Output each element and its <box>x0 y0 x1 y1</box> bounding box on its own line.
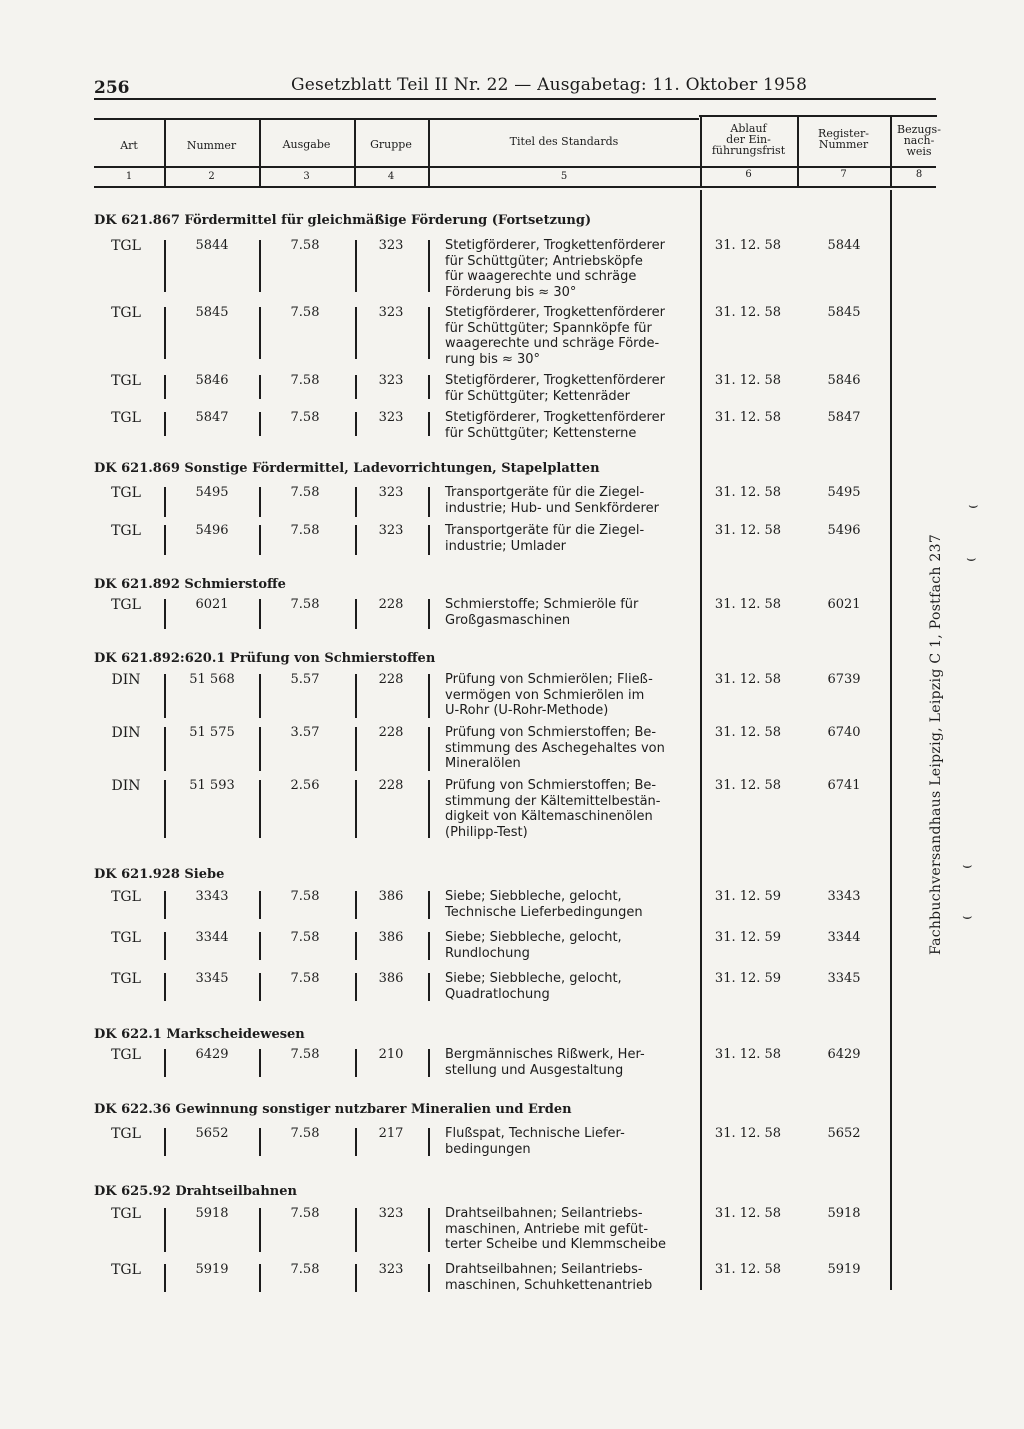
column-divider <box>164 375 166 399</box>
cell-titel <box>445 1262 700 1293</box>
cell-titel <box>445 597 700 628</box>
cell-gruppe: 210 <box>378 1047 404 1062</box>
cell-ablauf: 31. 12. 58 <box>714 305 782 320</box>
cell-nummer: 6429 <box>195 1047 229 1062</box>
cell-art: TGL <box>111 410 141 426</box>
cell-ausgabe: 7.58 <box>290 889 320 904</box>
cell-titel <box>445 971 700 1002</box>
titel-line: stimmung der Kältemittelbestän- <box>445 793 661 809</box>
cell-gruppe: 386 <box>378 930 404 945</box>
cell-ablauf: 31. 12. 59 <box>714 930 782 945</box>
col-header-bezug: Bezugs- nach- weis <box>897 123 941 158</box>
column-divider <box>164 240 166 292</box>
cell-register: 5846 <box>827 373 861 388</box>
titel-line: terter Scheibe und Klemmscheibe <box>445 1237 666 1252</box>
column-divider <box>164 1128 166 1156</box>
cell-ausgabe: 7.58 <box>290 238 320 253</box>
column-divider <box>355 1208 357 1252</box>
column-divider <box>164 1264 166 1292</box>
section-heading: DK 621.869 Sonstige Fördermittel, Ladevorrichtungen, Stapelplatten <box>94 461 600 476</box>
column-divider <box>259 891 261 919</box>
column-divider <box>259 240 261 292</box>
column-divider <box>355 487 357 517</box>
column-divider <box>164 932 166 960</box>
cell-ausgabe: 7.58 <box>290 373 320 388</box>
cell-ausgabe: 7.58 <box>290 1262 320 1277</box>
cell-register: 5918 <box>827 1206 861 1221</box>
column-divider <box>355 1264 357 1292</box>
cell-ablauf: 31. 12. 58 <box>714 725 782 740</box>
cell-ablauf: 31. 12. 58 <box>714 238 782 253</box>
cell-titel <box>445 778 700 840</box>
titel-line: stellung und Ausgestaltung <box>445 1062 624 1078</box>
margin-mark: ⌣ <box>962 906 973 925</box>
column-divider <box>428 487 430 517</box>
cell-titel <box>445 410 700 441</box>
cell-ablauf: 31. 12. 58 <box>714 672 782 687</box>
cell-ausgabe: 3.57 <box>290 725 320 740</box>
column-divider <box>259 932 261 960</box>
column-divider <box>355 525 357 555</box>
cell-titel <box>445 373 700 404</box>
column-divider <box>355 1049 357 1077</box>
column-divider <box>428 412 430 436</box>
cell-register: 5496 <box>827 523 861 538</box>
cell-titel <box>445 1126 700 1157</box>
titel-line: Technische Lieferbedingungen <box>445 904 643 920</box>
col-header-register: Register- Nummer <box>818 127 869 151</box>
titel-line: rung bis ≈ 30° <box>445 351 541 367</box>
titel-line: Prüfung von Schmierölen; Fließ- <box>445 672 653 687</box>
cell-register: 5495 <box>827 485 861 500</box>
column-divider <box>259 375 261 399</box>
cell-ausgabe: 7.58 <box>290 1047 320 1062</box>
column-divider <box>259 412 261 436</box>
titel-line: Transportgeräte für die Ziegel- <box>445 485 645 500</box>
titel-line: Mineralölen <box>445 756 521 771</box>
col-header-ablauf: Ablauf der Ein- führungsfrist <box>711 122 786 157</box>
titel-line: für Schüttgüter; Kettensterne <box>445 425 637 441</box>
cell-ausgabe: 7.58 <box>290 930 320 945</box>
titel-line: Stetigförderer, Trogkettenförderer <box>445 410 665 425</box>
cell-register: 6740 <box>827 725 861 740</box>
cell-ablauf: 31. 12. 58 <box>714 485 782 500</box>
cell-ablauf: 31. 12. 58 <box>714 373 782 388</box>
cell-art: TGL <box>111 1126 141 1142</box>
titel-line: Prüfung von Schmierstoffen; Be- <box>445 725 657 740</box>
column-divider <box>164 487 166 517</box>
column-divider <box>355 1128 357 1156</box>
column-divider <box>428 240 430 292</box>
cell-nummer: 5845 <box>195 305 229 320</box>
cell-gruppe: 228 <box>378 597 404 612</box>
titel-line: Stetigförderer, Trogkettenförderer <box>445 373 665 388</box>
cell-gruppe: 323 <box>378 485 404 500</box>
cell-art: TGL <box>111 1262 141 1278</box>
cell-nummer: 5844 <box>195 238 229 253</box>
cell-nummer: 51 593 <box>189 778 235 793</box>
cell-art: TGL <box>111 373 141 389</box>
titel-line: maschinen, Antriebe mit gefüt- <box>445 1221 649 1237</box>
titel-line: (Philipp-Test) <box>445 824 528 840</box>
page-number: 256 <box>94 78 130 98</box>
cell-nummer: 51 575 <box>189 725 235 740</box>
column-divider <box>259 780 261 838</box>
titel-line: bedingungen <box>445 1141 531 1157</box>
column-divider <box>428 973 430 1001</box>
cell-ausgabe: 7.58 <box>290 971 320 986</box>
column-divider <box>164 891 166 919</box>
cell-register: 3343 <box>827 889 861 904</box>
cell-titel <box>445 725 700 772</box>
titel-line: industrie; Hub- und Senkförderer <box>445 500 659 516</box>
header-rule <box>94 98 936 100</box>
cell-ausgabe: 5.57 <box>290 672 320 687</box>
cell-nummer: 6021 <box>195 597 229 612</box>
column-divider <box>355 727 357 771</box>
cell-register: 5652 <box>827 1126 861 1141</box>
column-divider <box>428 599 430 629</box>
cell-nummer: 5847 <box>195 410 229 425</box>
cell-ablauf: 31. 12. 58 <box>714 523 782 538</box>
cell-gruppe: 323 <box>378 523 404 538</box>
column-divider <box>428 674 430 718</box>
cell-titel <box>445 930 700 961</box>
cell-ausgabe: 7.58 <box>290 597 320 612</box>
cell-ausgabe: 7.58 <box>290 1206 320 1221</box>
column-divider <box>428 375 430 399</box>
column-divider <box>259 525 261 555</box>
column-divider <box>259 599 261 629</box>
titel-line: U-Rohr (U-Rohr-Methode) <box>445 703 609 718</box>
cell-art: TGL <box>111 889 141 905</box>
cell-titel <box>445 672 700 719</box>
cell-ablauf: 31. 12. 58 <box>714 597 782 612</box>
cell-nummer: 3343 <box>195 889 229 904</box>
titel-line: vermögen von Schmierölen im <box>445 687 645 703</box>
cell-nummer: 5496 <box>195 523 229 538</box>
column-divider <box>259 1208 261 1252</box>
column-divider <box>259 487 261 517</box>
cell-gruppe: 323 <box>378 373 404 388</box>
cell-register: 6741 <box>827 778 861 793</box>
column-divider <box>164 307 166 359</box>
titel-line: für Schüttgüter; Spannköpfe für <box>445 320 652 336</box>
cell-ausgabe: 7.58 <box>290 1126 320 1141</box>
cell-art: DIN <box>111 725 141 741</box>
column-divider <box>428 1049 430 1077</box>
column-divider <box>355 307 357 359</box>
cell-art: TGL <box>111 523 141 539</box>
column-divider <box>164 727 166 771</box>
cell-register: 5847 <box>827 410 861 425</box>
column-divider <box>428 1208 430 1252</box>
titel-line: Drahtseilbahnen; Seilantriebs- <box>445 1206 643 1221</box>
cell-register: 6739 <box>827 672 861 687</box>
cell-ablauf: 31. 12. 58 <box>714 1262 782 1277</box>
cell-gruppe: 228 <box>378 672 404 687</box>
column-divider <box>355 240 357 292</box>
margin-mark: ⌣ <box>968 495 979 514</box>
titel-line: Stetigförderer, Trogkettenförderer <box>445 305 665 320</box>
cell-gruppe: 386 <box>378 971 404 986</box>
column-divider <box>428 1264 430 1292</box>
column-divider <box>164 1208 166 1252</box>
column-divider <box>428 780 430 838</box>
cell-ablauf: 31. 12. 58 <box>714 410 782 425</box>
cell-gruppe: 228 <box>378 778 404 793</box>
column-divider <box>164 525 166 555</box>
titel-line: Stetigförderer, Trogkettenförderer <box>445 238 665 253</box>
col-header-art: Art <box>120 139 138 152</box>
column-divider <box>164 780 166 838</box>
titel-line: Bergmännisches Rißwerk, Her- <box>445 1047 645 1062</box>
titel-line: Drahtseilbahnen; Seilantriebs- <box>445 1262 643 1277</box>
section-heading: DK 622.1 Markscheidewesen <box>94 1027 305 1042</box>
cell-art: DIN <box>111 672 141 688</box>
cell-gruppe: 323 <box>378 1206 404 1221</box>
cell-nummer: 3345 <box>195 971 229 986</box>
column-divider <box>355 932 357 960</box>
section-heading: DK 621.867 Fördermittel für gleichmäßige Förderung (Fortsetzung) <box>94 213 592 228</box>
running-header: Gesetzblatt Teil II Nr. 22 — Ausgabetag: 11. Oktober 1958 <box>291 75 808 95</box>
titel-line: Siebe; Siebbleche, gelocht, <box>445 930 622 945</box>
margin-mark: ⌣ <box>966 548 977 567</box>
column-divider <box>259 973 261 1001</box>
cell-gruppe: 323 <box>378 1262 404 1277</box>
cell-gruppe: 323 <box>378 238 404 253</box>
cell-art: TGL <box>111 305 141 321</box>
cell-art: TGL <box>111 485 141 501</box>
titel-line: Quadratlochung <box>445 986 550 1002</box>
rule-ablauf-left <box>700 190 702 1290</box>
cell-gruppe: 217 <box>378 1126 404 1141</box>
cell-ausgabe: 7.58 <box>290 410 320 425</box>
titel-line: Rundlochung <box>445 945 530 961</box>
cell-titel <box>445 238 700 300</box>
cell-art: TGL <box>111 597 141 613</box>
column-divider <box>355 599 357 629</box>
col-header-ausgabe: Ausgabe <box>282 138 331 151</box>
col-header-gruppe: Gruppe <box>370 138 412 151</box>
cell-nummer: 3344 <box>195 930 229 945</box>
cell-gruppe: 323 <box>378 305 404 320</box>
section-heading: DK 625.92 Drahtseilbahnen <box>94 1184 297 1199</box>
margin-mark: ⌣ <box>962 855 973 874</box>
cell-titel <box>445 523 700 554</box>
cell-art: TGL <box>111 238 141 254</box>
column-divider <box>164 1049 166 1077</box>
cell-register: 5845 <box>827 305 861 320</box>
titel-line: industrie; Umlader <box>445 538 567 554</box>
titel-line: waagerechte und schräge Förde- <box>445 336 660 351</box>
titel-line: Prüfung von Schmierstoffen; Be- <box>445 778 657 793</box>
cell-titel <box>445 1206 700 1253</box>
titel-line: Flußspat, Technische Liefer- <box>445 1126 625 1141</box>
cell-nummer: 5652 <box>195 1126 229 1141</box>
column-divider <box>428 307 430 359</box>
cell-ablauf: 31. 12. 58 <box>714 778 782 793</box>
cell-register: 3344 <box>827 930 861 945</box>
cell-register: 3345 <box>827 971 861 986</box>
cell-ausgabe: 7.58 <box>290 305 320 320</box>
column-divider <box>355 375 357 399</box>
section-heading: DK 621.892:620.1 Prüfung von Schmierstoffen <box>94 651 436 666</box>
cell-ablauf: 31. 12. 59 <box>714 971 782 986</box>
cell-gruppe: 386 <box>378 889 404 904</box>
cell-gruppe: 323 <box>378 410 404 425</box>
column-divider <box>259 674 261 718</box>
titel-line: digkeit von Kältemaschinenölen <box>445 809 653 824</box>
titel-line: stimmung des Aschegehaltes von <box>445 740 665 756</box>
side-imprint: Fachbuchversandhaus Leipzig, Leipzig C 1, Postfach 237 <box>928 533 944 955</box>
titel-line: Großgasmaschinen <box>445 612 571 628</box>
column-divider <box>355 973 357 1001</box>
titel-line: Siebe; Siebbleche, gelocht, <box>445 971 622 986</box>
cell-titel <box>445 1047 700 1078</box>
cell-nummer: 5846 <box>195 373 229 388</box>
titel-line: maschinen, Schuhkettenantrieb <box>445 1277 653 1293</box>
cell-ablauf: 31. 12. 58 <box>714 1047 782 1062</box>
cell-ausgabe: 7.58 <box>290 485 320 500</box>
column-divider <box>164 412 166 436</box>
cell-art: DIN <box>111 778 141 794</box>
cell-nummer: 5495 <box>195 485 229 500</box>
cell-ausgabe: 7.58 <box>290 523 320 538</box>
cell-art: TGL <box>111 1206 141 1222</box>
cell-nummer: 5918 <box>195 1206 229 1221</box>
titel-line: Siebe; Siebbleche, gelocht, <box>445 889 622 904</box>
titel-line: Förderung bis ≈ 30° <box>445 284 577 300</box>
column-divider <box>164 674 166 718</box>
cell-ablauf: 31. 12. 58 <box>714 1206 782 1221</box>
cell-gruppe: 228 <box>378 725 404 740</box>
col-header-titel: Titel des Standards <box>509 135 619 148</box>
col-header-nummer: Nummer <box>186 139 237 152</box>
cell-nummer: 51 568 <box>189 672 235 687</box>
column-divider <box>259 1128 261 1156</box>
section-heading: DK 622.36 Gewinnung sonstiger nutzbarer Mineralien und Erden <box>94 1102 572 1117</box>
section-heading: DK 621.892 Schmierstoffe <box>94 577 286 592</box>
titel-line: Transportgeräte für die Ziegel- <box>445 523 645 538</box>
column-divider <box>259 1264 261 1292</box>
cell-ausgabe: 2.56 <box>290 778 320 793</box>
cell-register: 6429 <box>827 1047 861 1062</box>
column-divider <box>428 891 430 919</box>
section-heading: DK 621.928 Siebe <box>94 867 225 882</box>
column-divider <box>428 932 430 960</box>
column-divider <box>355 674 357 718</box>
titel-line: Schmierstoffe; Schmieröle für <box>445 597 639 612</box>
column-divider <box>428 525 430 555</box>
cell-register: 5844 <box>827 238 861 253</box>
column-divider <box>259 1049 261 1077</box>
titel-line: für Schüttgüter; Kettenräder <box>445 388 631 404</box>
cell-register: 6021 <box>827 597 861 612</box>
column-divider <box>355 412 357 436</box>
column-divider <box>164 599 166 629</box>
column-divider <box>428 1128 430 1156</box>
column-divider <box>259 727 261 771</box>
cell-register: 5919 <box>827 1262 861 1277</box>
cell-ablauf: 31. 12. 58 <box>714 1126 782 1141</box>
column-divider <box>355 780 357 838</box>
cell-nummer: 5919 <box>195 1262 229 1277</box>
column-divider <box>428 727 430 771</box>
rule-register-right <box>890 190 892 1290</box>
column-divider <box>259 307 261 359</box>
titel-line: für Schüttgüter; Antriebsköpfe <box>445 253 643 269</box>
cell-art: TGL <box>111 930 141 946</box>
cell-ablauf: 31. 12. 59 <box>714 889 782 904</box>
cell-titel <box>445 305 700 367</box>
column-divider <box>164 973 166 1001</box>
cell-art: TGL <box>111 971 141 987</box>
cell-titel <box>445 889 700 920</box>
cell-titel <box>445 485 700 516</box>
column-divider <box>355 891 357 919</box>
titel-line: für waagerechte und schräge <box>445 269 637 284</box>
cell-art: TGL <box>111 1047 141 1063</box>
